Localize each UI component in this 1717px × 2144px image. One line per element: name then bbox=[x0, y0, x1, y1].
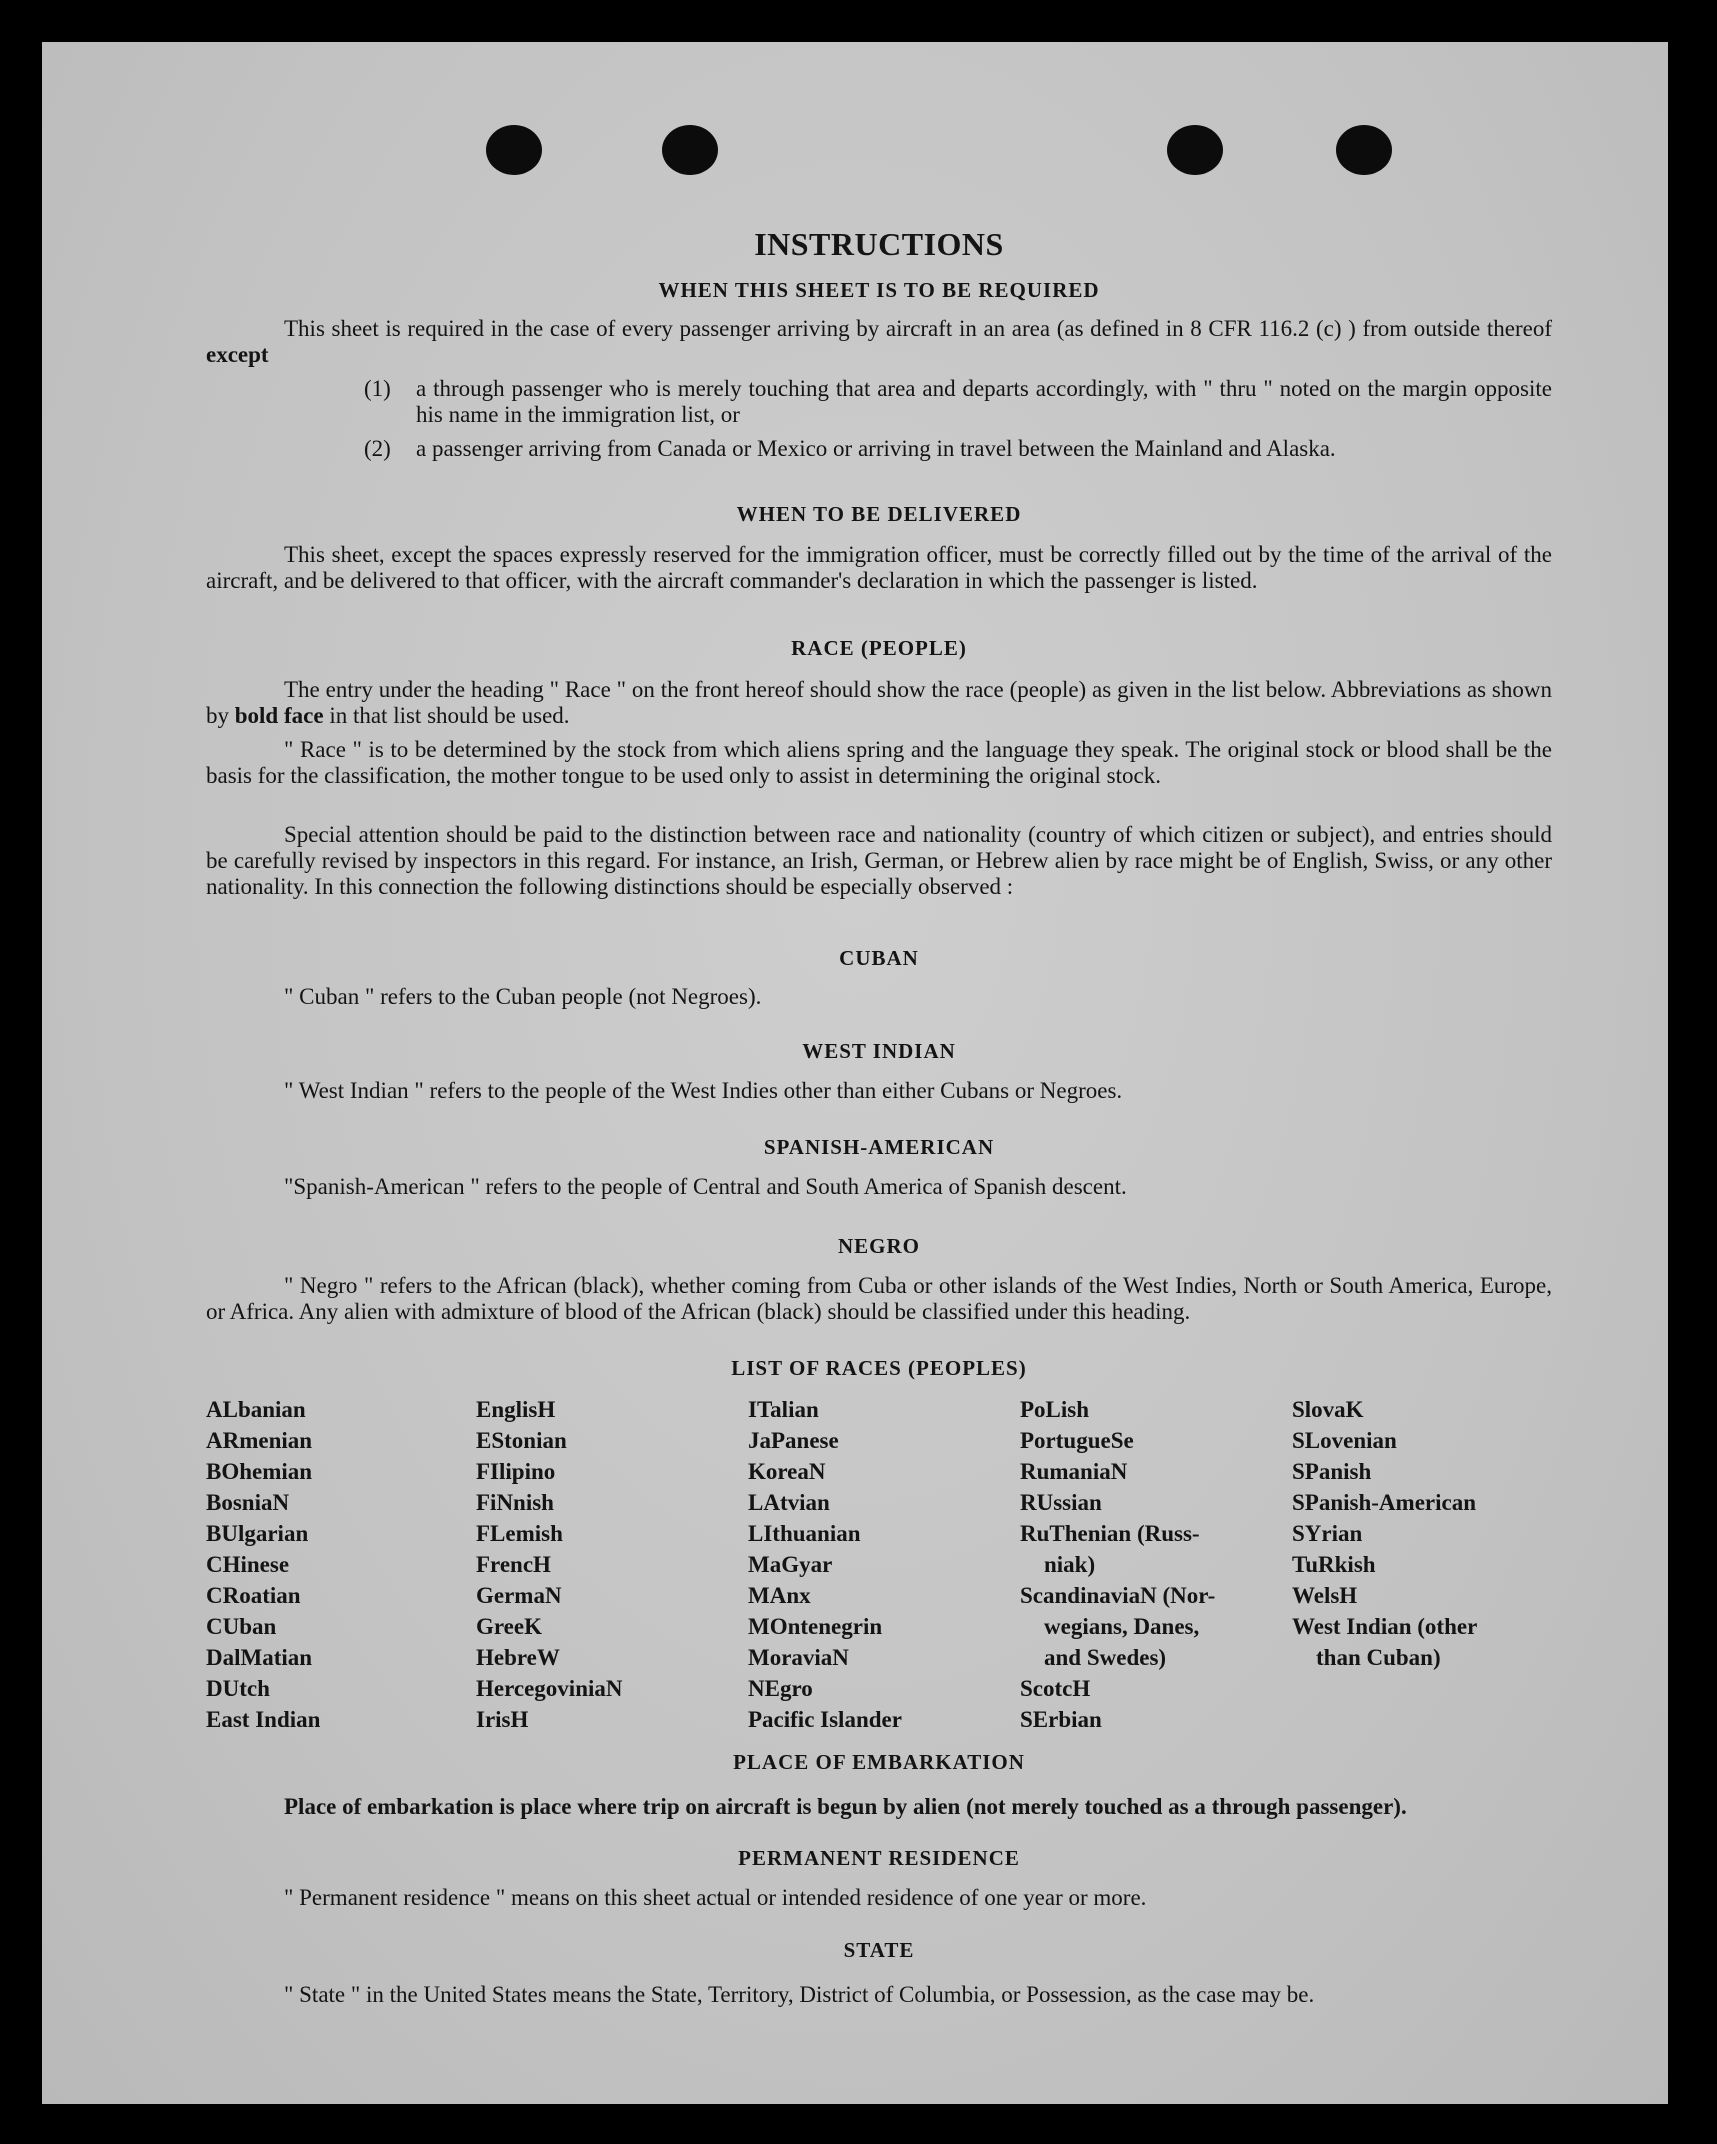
race-item: FIlipino bbox=[476, 1459, 556, 1484]
cuban-text: " Cuban " refers to the Cuban people (not Negroes). bbox=[284, 984, 762, 1009]
residence-text: " Permanent residence " means on this sheet actual or intended residence of one year or more. bbox=[284, 1885, 1147, 1910]
heading-cuban: CUBAN bbox=[839, 946, 919, 970]
heading-permanent-residence: PERMANENT RESIDENCE bbox=[738, 1846, 1020, 1870]
race-item: RUssian bbox=[1020, 1490, 1102, 1515]
race-item: SlovaK bbox=[1292, 1397, 1364, 1422]
race-item: FrencH bbox=[476, 1552, 551, 1577]
punch-hole bbox=[1336, 125, 1392, 175]
race-item: West Indian (other bbox=[1292, 1614, 1478, 1639]
item-number: (2) bbox=[364, 436, 391, 461]
race-item: CHinese bbox=[206, 1552, 290, 1577]
race-paragraph-2: " Race " is to be determined by the stock from which aliens spring and the language they speak. The original stock or blood shall be the basis for the classification, the mother tongue to be used only to assist in determining the original stock. bbox=[206, 737, 1552, 788]
race-item: LAtvian bbox=[748, 1490, 830, 1515]
race-item: SErbian bbox=[1020, 1707, 1102, 1732]
race-item: DalMatian bbox=[206, 1645, 313, 1670]
race-item: EStonian bbox=[476, 1428, 567, 1453]
race-item: ScotcH bbox=[1020, 1676, 1091, 1701]
race-item: MOntenegrin bbox=[748, 1614, 883, 1639]
race-item: ITalian bbox=[748, 1397, 819, 1422]
item-text: a passenger arriving from Canada or Mexico or arriving in travel between the Mainland and Alaska. bbox=[416, 436, 1336, 461]
heading-when-required: WHEN THIS SHEET IS TO BE REQUIRED bbox=[658, 278, 1100, 302]
page-title: INSTRUCTIONS bbox=[754, 226, 1004, 262]
race-item: MaGyar bbox=[748, 1552, 833, 1577]
race-item: ARmenian bbox=[206, 1428, 313, 1453]
race-item: RuThenian (Russ- bbox=[1020, 1521, 1200, 1546]
race-column-2 bbox=[476, 1394, 623, 1735]
item-number: (1) bbox=[364, 376, 391, 401]
race-item: JaPanese bbox=[748, 1428, 839, 1453]
punch-hole bbox=[1167, 125, 1223, 175]
race-item: FiNnish bbox=[476, 1490, 554, 1515]
race-item: RumaniaN bbox=[1020, 1459, 1128, 1484]
race-item: MoraviaN bbox=[748, 1645, 849, 1670]
race-item: EnglisH bbox=[476, 1397, 556, 1422]
west-indian-text: " West Indian " refers to the people of the West Indies other than either Cubans or Negroes. bbox=[284, 1078, 1123, 1103]
race-item: SPanish-American bbox=[1292, 1490, 1476, 1515]
race-item: Pacific Islander bbox=[748, 1707, 902, 1732]
race-item: WelsH bbox=[1292, 1583, 1358, 1608]
heading-list-of-races: LIST OF RACES (PEOPLES) bbox=[731, 1356, 1027, 1380]
race-item: IrisH bbox=[476, 1707, 529, 1732]
race-item: SLovenian bbox=[1292, 1428, 1397, 1453]
punch-hole bbox=[662, 125, 718, 175]
race-column-5 bbox=[1292, 1394, 1477, 1673]
spanish-american-text: "Spanish-American " refers to the people of Central and South America of Spanish descent. bbox=[284, 1174, 1127, 1199]
race-item: PortugueSe bbox=[1020, 1428, 1134, 1453]
race-item: BUlgarian bbox=[206, 1521, 309, 1546]
race-paragraph-1: The entry under the heading " Race " on the front hereof should show the race (people) as given in the list below. Abbreviations as shown by bold face in that list should be used. bbox=[206, 677, 1552, 728]
race-item: DUtch bbox=[206, 1676, 270, 1701]
race-item: TuRkish bbox=[1292, 1552, 1376, 1577]
heading-negro: NEGRO bbox=[837, 1234, 920, 1258]
embarkation-text: Place of embarkation is place where trip on aircraft is begun by alien (not merely touched as a through passenger). bbox=[284, 1794, 1407, 1819]
race-item: PoLish bbox=[1020, 1397, 1090, 1422]
race-item: than Cuban) bbox=[1316, 1645, 1441, 1670]
race-item: CRoatian bbox=[206, 1583, 301, 1608]
race-item: MAnx bbox=[748, 1583, 811, 1608]
negro-text: " Negro " refers to the African (black), whether coming from Cuba or other islands of the West Indies, North or South America, Europe, or Africa. Any alien with admixture of blood of the African (black) should be classified under this heading. bbox=[206, 1273, 1552, 1324]
race-item: ALbanian bbox=[206, 1397, 306, 1422]
document-sheet bbox=[42, 42, 1668, 2104]
heading-west-indian: WEST INDIAN bbox=[802, 1039, 956, 1063]
when-delivered-text: This sheet, except the spaces expressly reserved for the immigration officer, must be correctly filled out by the time of the arrival of the aircraft, and be delivered to that officer, with the aircraft commander's declaration in which the passenger is listed. bbox=[206, 542, 1552, 593]
race-item: GreeK bbox=[476, 1614, 542, 1639]
race-item: HercegoviniaN bbox=[476, 1676, 623, 1701]
heading-when-delivered: WHEN TO BE DELIVERED bbox=[736, 502, 1022, 526]
race-paragraph-3: Special attention should be paid to the distinction between race and nationality (country of which citizen or subject), and entries should be carefully revised by inspectors in this regard. For instance, an Irish, German, or Hebrew alien by race might be of English, Swiss, or any other nationality. In this connection the following distinctions should be especially observed : bbox=[206, 822, 1552, 899]
race-item: niak) bbox=[1044, 1552, 1096, 1577]
race-item: BosniaN bbox=[206, 1490, 290, 1515]
heading-state: STATE bbox=[843, 1938, 915, 1962]
race-item: LIthuanian bbox=[748, 1521, 861, 1546]
heading-spanish-american: SPANISH-AMERICAN bbox=[763, 1135, 995, 1159]
punch-hole bbox=[486, 125, 542, 175]
race-column-1 bbox=[206, 1394, 320, 1735]
race-item: KoreaN bbox=[748, 1459, 826, 1484]
race-item: SYrian bbox=[1292, 1521, 1363, 1546]
race-item: wegians, Danes, bbox=[1044, 1614, 1200, 1639]
race-column-4 bbox=[1020, 1394, 1215, 1735]
race-item: FLemish bbox=[476, 1521, 563, 1546]
race-item: NEgro bbox=[748, 1676, 813, 1701]
heading-place-of-embarkation: PLACE OF EMBARKATION bbox=[733, 1750, 1025, 1774]
item-text: a through passenger who is merely touching that area and departs accordingly, with " thru " noted on the margin opposite his name in the immigration list, or bbox=[416, 376, 1552, 427]
race-item: GermaN bbox=[476, 1583, 562, 1608]
race-item: East Indian bbox=[206, 1707, 321, 1732]
race-item: and Swedes) bbox=[1044, 1645, 1167, 1670]
when-required-intro: This sheet is required in the case of every passenger arriving by aircraft in an area (as defined in 8 CFR 116.2 (c) ) from outside thereof except bbox=[206, 316, 1552, 367]
heading-race: RACE (PEOPLE) bbox=[791, 636, 967, 660]
race-item: SPanish bbox=[1292, 1459, 1372, 1484]
state-text: " State " in the United States means the State, Territory, District of Columbia, or Possession, as the case may be. bbox=[284, 1982, 1315, 2007]
race-column-3 bbox=[748, 1394, 902, 1735]
race-item: ScandinaviaN (Nor- bbox=[1020, 1583, 1216, 1608]
race-item: BOhemian bbox=[206, 1459, 313, 1484]
race-item: HebreW bbox=[476, 1645, 560, 1670]
race-item: CUban bbox=[206, 1614, 277, 1639]
